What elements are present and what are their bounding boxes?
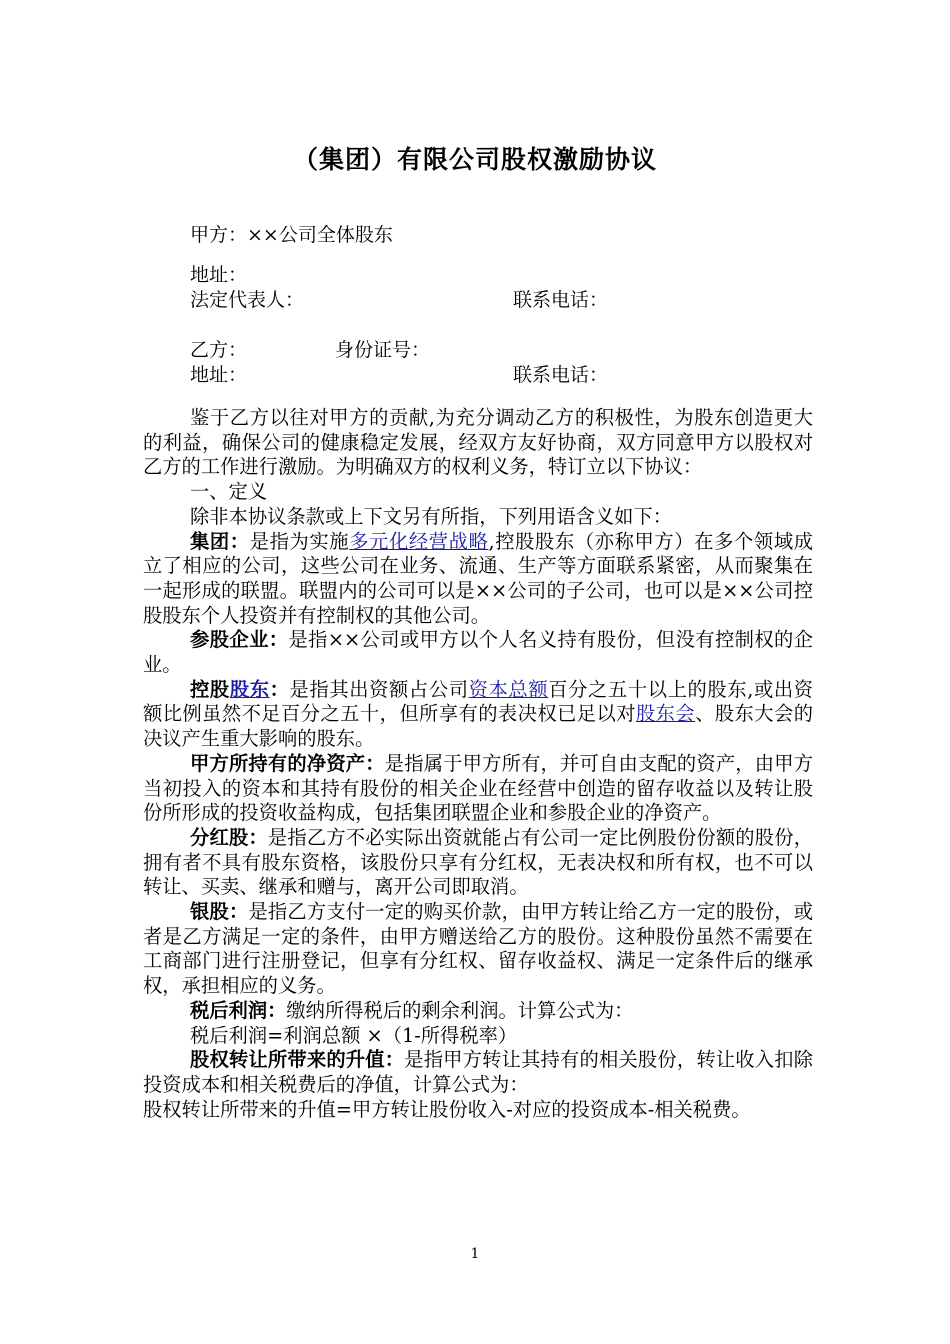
- term-participating: 参股企业：: [190, 628, 289, 652]
- definition-participating: [143, 628, 813, 677]
- agreement-body: [143, 406, 813, 1122]
- term-text: ：: [269, 677, 290, 701]
- party-b-address-label: 地址：: [190, 364, 248, 386]
- document-title: （集团）有限公司股权激励协议: [292, 145, 657, 174]
- definition-text: ,控股股东（亦称甲方）在多个领域成立了相应的公司，这些公司在业务、流通、生产等方面联系紧密，从而聚集在一起形成的联盟。联盟内的公司可以是××公司的子公司，也可以是××公司控股股东个人投资并有控制权的其他公司。: [143, 529, 814, 627]
- term-silver-shares: 银股：: [190, 900, 249, 924]
- link-total-capital[interactable]: 资本总额: [468, 677, 549, 701]
- term-dividend-shares: 分红股：: [190, 825, 268, 849]
- definition-after-tax-profit: [143, 999, 813, 1024]
- definition-text: 是指属于甲方所有，并可自由支配的资产，由甲方当初投入的资本和其持有股份的相关企业在经营中创造的留存收益以及转让股份所形成的投资收益构成，包括集团联盟企业和参股企业的净资产。: [143, 751, 813, 825]
- definition-group: [143, 530, 813, 629]
- definition-dividend-shares: [143, 826, 813, 900]
- party-b: 乙方：: [190, 339, 248, 361]
- term-text: 控股: [190, 677, 230, 701]
- formula-after-tax-profit: 税后利润=利润总额 ×（1-所得税率）: [190, 1023, 518, 1047]
- term-controlling: [190, 678, 290, 701]
- definition-text: 百分之五十以上的股东,或出资额比例虽然不足百分之五十，但所享有的表决权已足以对: [143, 677, 814, 726]
- party-a-address-label: 地址：: [190, 264, 248, 286]
- link-diversified-strategy[interactable]: 多元化经营战略: [349, 529, 489, 553]
- definition-text: 是指为实施: [249, 529, 350, 553]
- definition-net-assets: [143, 752, 813, 826]
- party-a: 甲方：××公司全体股东: [190, 224, 393, 246]
- preamble: 鉴于乙方以往对甲方的贡献,为充分调动乙方的积极性，为股东创造更大的利益，确保公司的健康稳定发展，经双方友好协商，双方同意甲方以股权对乙方的工作进行激励。为明确双方的权利义务，特订立以下协议：: [143, 406, 813, 479]
- definition-text: 是指其出资额占公司: [289, 677, 469, 701]
- party-a-phone-label: 联系电话：: [513, 289, 609, 311]
- definition-text: 是指乙方支付一定的购买价款，由甲方转让给乙方一定的股份，或者是乙方满足一定的条件，由甲方赠送给乙方的股份。这种股份虽然不需要在工商部门进行注册登记，但享有分红权、留存收益权、满足一定条件后的继承权，承担相应的义务。: [143, 900, 814, 998]
- id-number-label: 身份证号：: [335, 339, 431, 361]
- party-b-phone-label: 联系电话：: [513, 364, 609, 386]
- definition-text: 是指××公司或甲方以个人名义持有股份，但没有控制权的企业。: [143, 628, 814, 677]
- formula-transfer-gain: 股权转让所带来的升值=甲方转让股份收入-对应的投资成本-相关税费。: [143, 1097, 751, 1121]
- definition-text: 是指乙方不必实际出资就能占有公司一定比例股份份额的股份，拥有者不具有股东资格，该股份只享有分红权，无表决权和所有权，也不可以转让、买卖、继承和赠与，离开公司即取消。: [143, 825, 814, 899]
- definition-transfer-gain: [143, 1048, 813, 1097]
- link-shareholder[interactable]: 股东: [229, 677, 270, 701]
- definition-text: 、股东大会的决议产生重大影响的股东。: [143, 702, 813, 751]
- legal-rep-label: 法定代表人：: [190, 289, 305, 311]
- term-after-tax-profit: 税后利润：: [190, 998, 287, 1022]
- term-net-assets: 甲方所持有的净资产：: [190, 751, 385, 775]
- page-number: 1: [470, 1246, 480, 1262]
- definition-silver-shares: [143, 900, 813, 999]
- link-shareholders-meeting[interactable]: 股东会: [635, 702, 696, 726]
- definition-text: 缴纳所得税后的剩余利润。计算公式为：: [286, 998, 634, 1022]
- definitions-intro: 除非本协议条款或上下文另有所指，下列用语含义如下：: [190, 504, 673, 528]
- definition-controlling: [143, 678, 813, 752]
- section-heading: 一、定义: [190, 480, 268, 504]
- definition-text: 是指甲方转让其持有的相关股份，转让收入扣除投资成本和相关税费后的净值，计算公式为：: [143, 1048, 814, 1096]
- term-group: 集团：: [190, 529, 250, 553]
- term-transfer-gain: 股权转让所带来的升值：: [190, 1048, 405, 1072]
